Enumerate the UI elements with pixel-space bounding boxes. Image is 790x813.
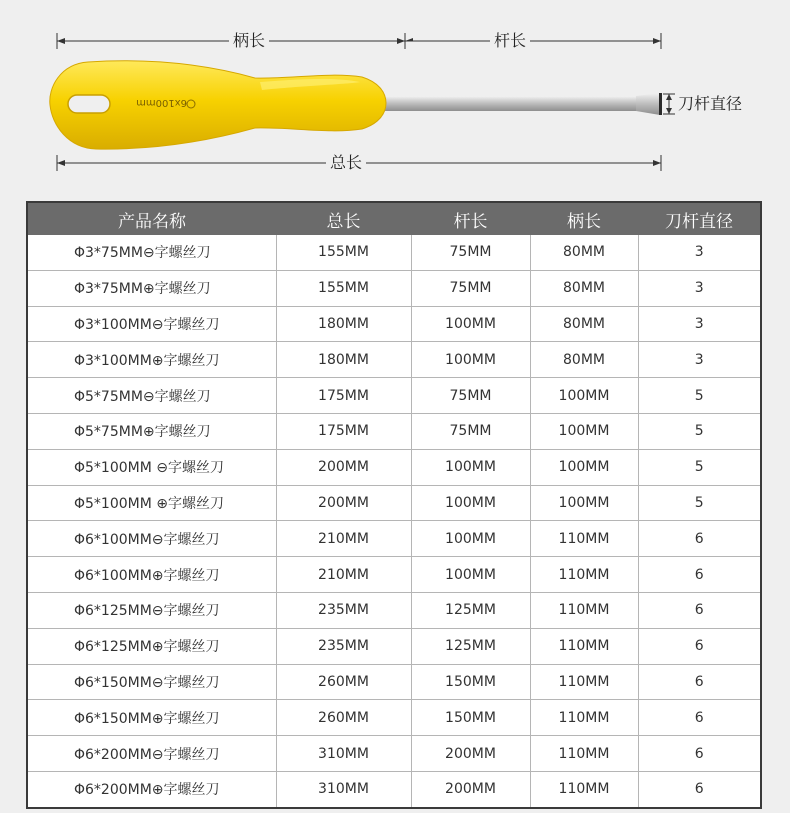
cell-shaft-length: 150MM xyxy=(411,664,530,700)
cell-total-length: 180MM xyxy=(276,342,411,378)
cell-handle-length: 110MM xyxy=(530,736,638,772)
cell-product-name: Φ5*75MM⊕字螺丝刀 xyxy=(28,413,276,449)
cell-shaft-length: 200MM xyxy=(411,771,530,806)
cell-total-length: 175MM xyxy=(276,378,411,414)
spec-table-grid xyxy=(28,203,760,807)
cell-product-name: Φ5*100MM ⊖字螺丝刀 xyxy=(28,449,276,485)
cell-blade-diameter: 6 xyxy=(638,521,760,557)
table-row xyxy=(28,736,760,772)
cell-product-name: Φ5*75MM⊖字螺丝刀 xyxy=(28,378,276,414)
screwdriver-illustration xyxy=(0,0,790,195)
cell-blade-diameter: 5 xyxy=(638,378,760,414)
cell-shaft-length: 75MM xyxy=(411,378,530,414)
cell-total-length: 260MM xyxy=(276,664,411,700)
cell-shaft-length: 100MM xyxy=(411,449,530,485)
cell-shaft-length: 100MM xyxy=(411,521,530,557)
cell-blade-diameter: 5 xyxy=(638,413,760,449)
header-blade-diameter: 刀杆直径 xyxy=(638,203,760,235)
cell-total-length: 175MM xyxy=(276,413,411,449)
cell-product-name: Φ6*150MM⊕字螺丝刀 xyxy=(28,700,276,736)
cell-shaft-length: 100MM xyxy=(411,306,530,342)
cell-product-name: Φ3*100MM⊖字螺丝刀 xyxy=(28,306,276,342)
table-row xyxy=(28,771,760,806)
cell-blade-diameter: 6 xyxy=(638,592,760,628)
cell-blade-diameter: 3 xyxy=(638,235,760,270)
screwdriver-diagram xyxy=(0,0,790,195)
header-handle-length: 柄长 xyxy=(530,203,638,235)
table-row xyxy=(28,378,760,414)
cell-shaft-length: 125MM xyxy=(411,592,530,628)
cell-blade-diameter: 6 xyxy=(694,781,704,798)
cell-product-name: Φ6*200MM⊖字螺丝刀 xyxy=(28,736,276,772)
screwdriver-shaft xyxy=(376,93,662,115)
cell-total-length: 155MM xyxy=(276,235,411,270)
cell-handle-length: 80MM xyxy=(530,306,638,342)
cell-handle-length: 80MM xyxy=(530,270,638,306)
handle-imprint: 6x100mm xyxy=(136,97,187,108)
table-body xyxy=(28,235,760,807)
cell-product-name: Φ6*125MM⊕字螺丝刀 xyxy=(28,628,276,664)
handle-length-label: 柄长 xyxy=(229,32,269,50)
cell-handle-length: 100MM xyxy=(530,485,638,521)
header-total-length: 总长 xyxy=(276,203,411,235)
cell-handle-length: 110MM xyxy=(530,521,638,557)
shaft-length-label: 杆长 xyxy=(490,32,530,50)
table-header-row xyxy=(28,203,760,235)
cell-handle-length: 110MM xyxy=(530,592,638,628)
table-row xyxy=(28,664,760,700)
cell-total-length: 260MM xyxy=(276,700,411,736)
cell-handle-length: 110MM xyxy=(530,628,638,664)
header-shaft-length: 杆长 xyxy=(411,203,530,235)
cell-blade-diameter: 6 xyxy=(638,557,760,593)
cell-total-length: 235MM xyxy=(276,592,411,628)
header-product-name: 产品名称 xyxy=(28,203,276,235)
cell-blade-diameter: 5 xyxy=(638,449,760,485)
total-length-label: 总长 xyxy=(326,154,366,172)
cell-product-name: Φ6*200MM⊕字螺丝刀 xyxy=(28,771,276,806)
cell-blade-diameter: 6 xyxy=(638,628,760,664)
cell-total-length: 200MM xyxy=(276,449,411,485)
cell-shaft-length: 100MM xyxy=(411,557,530,593)
cell-shaft-length: 125MM xyxy=(411,628,530,664)
cell-handle-length: 100MM xyxy=(530,378,638,414)
cell-blade-diameter: 6 xyxy=(638,664,760,700)
cell-blade-diameter: 3 xyxy=(638,342,760,378)
table-row xyxy=(28,700,760,736)
table-row xyxy=(28,413,760,449)
cell-blade-diameter: 6 xyxy=(638,736,760,772)
cell-handle-length: 100MM xyxy=(530,449,638,485)
cell-shaft-length: 75MM xyxy=(411,413,530,449)
table-row xyxy=(28,592,760,628)
shaft-length-dimension xyxy=(405,33,661,49)
cell-product-name: Φ6*100MM⊕字螺丝刀 xyxy=(28,557,276,593)
cell-blade-diameter: 3 xyxy=(638,306,760,342)
table-row xyxy=(28,270,760,306)
cell-product-name: Φ5*100MM ⊕字螺丝刀 xyxy=(28,485,276,521)
blade-diameter-label: 刀杆直径 xyxy=(674,95,746,113)
table-row xyxy=(28,628,760,664)
cell-total-length: 210MM xyxy=(276,521,411,557)
table-row xyxy=(28,557,760,593)
cell-handle-length: 110MM xyxy=(530,700,638,736)
screwdriver-handle xyxy=(50,61,386,149)
cell-product-name: Φ6*150MM⊖字螺丝刀 xyxy=(28,664,276,700)
cell-blade-diameter: 5 xyxy=(638,485,760,521)
cell-product-name: Φ3*75MM⊖字螺丝刀 xyxy=(28,235,276,270)
cell-total-length: 155MM xyxy=(276,270,411,306)
cell-handle-length: 80MM xyxy=(530,342,638,378)
cell-total-length: 310MM xyxy=(276,771,411,806)
cell-handle-length: 100MM xyxy=(530,413,638,449)
cell-product-name: Φ6*125MM⊖字螺丝刀 xyxy=(28,592,276,628)
cell-handle-length: 110MM xyxy=(530,771,638,806)
cell-shaft-length: 150MM xyxy=(411,700,530,736)
cell-total-length: 235MM xyxy=(276,628,411,664)
cell-product-name: Φ6*100MM⊖字螺丝刀 xyxy=(28,521,276,557)
cell-total-length: 310MM xyxy=(276,736,411,772)
cell-blade-diameter: 3 xyxy=(638,270,760,306)
table-row xyxy=(28,521,760,557)
cell-total-length: 180MM xyxy=(276,306,411,342)
cell-shaft-length: 100MM xyxy=(411,485,530,521)
cell-handle-length: 80MM xyxy=(530,235,638,270)
cell-shaft-length: 75MM xyxy=(411,235,530,270)
spec-table xyxy=(26,201,762,809)
cell-shaft-length: 200MM xyxy=(411,736,530,772)
table-row xyxy=(28,449,760,485)
table-row xyxy=(28,342,760,378)
cell-handle-length: 110MM xyxy=(530,557,638,593)
cell-blade-diameter: 6 xyxy=(638,700,760,736)
cell-shaft-length: 100MM xyxy=(411,342,530,378)
cell-shaft-length: 75MM xyxy=(411,270,530,306)
cell-product-name: Φ3*75MM⊕字螺丝刀 xyxy=(28,270,276,306)
cell-handle-length: 110MM xyxy=(530,664,638,700)
cell-total-length: 210MM xyxy=(276,557,411,593)
table-row xyxy=(28,235,760,270)
cell-total-length: 200MM xyxy=(276,485,411,521)
cell-product-name: Φ3*100MM⊕字螺丝刀 xyxy=(28,342,276,378)
table-row xyxy=(28,306,760,342)
table-row xyxy=(28,485,760,521)
